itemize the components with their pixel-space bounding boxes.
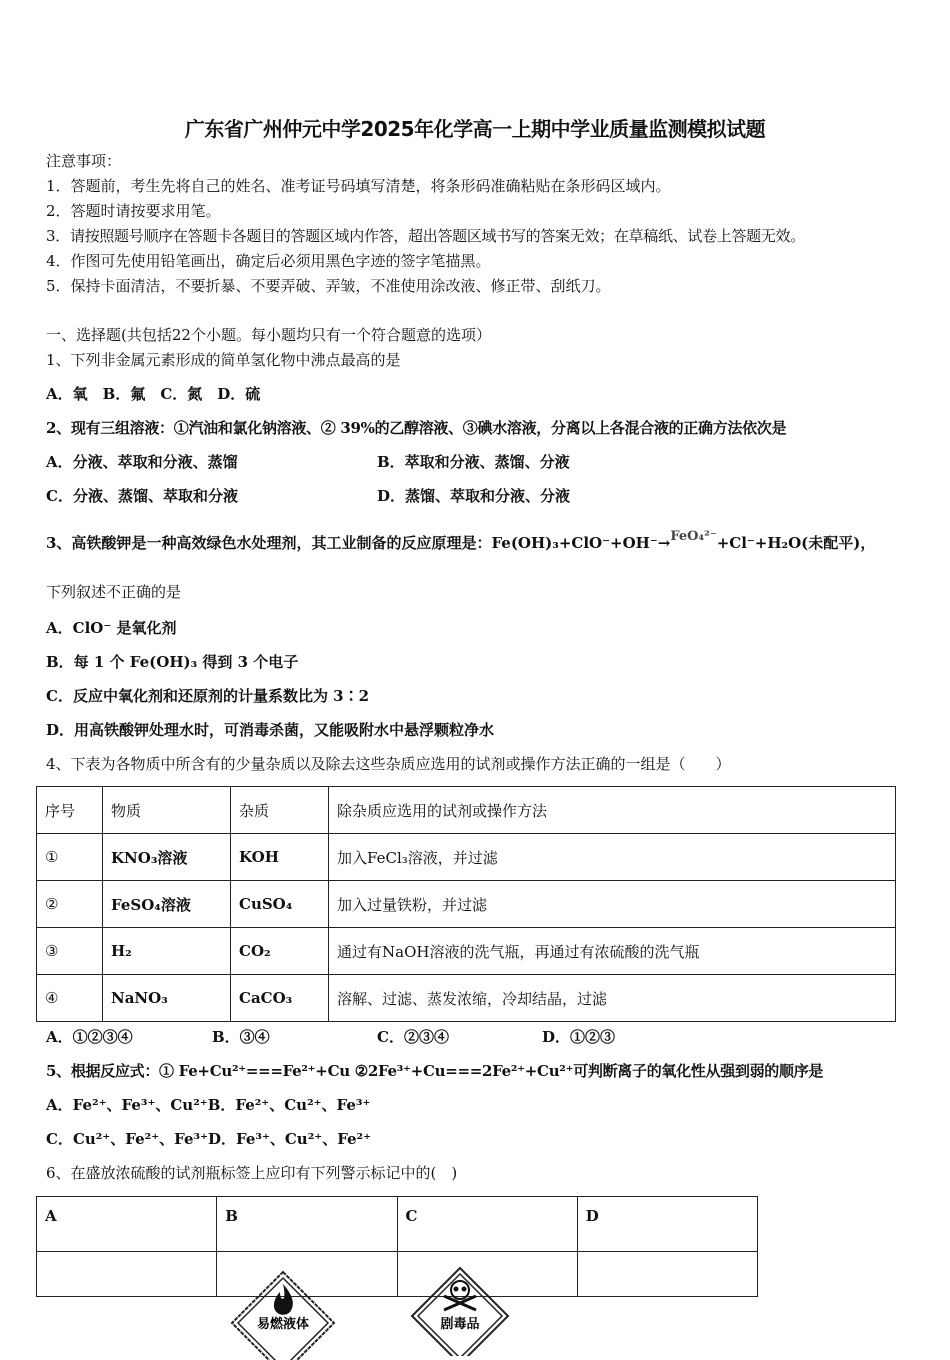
table-cell: 溶解、过滤、蒸发浓缩，冷却结晶，过滤	[329, 975, 896, 1022]
table-header: B	[217, 1197, 397, 1252]
q2-stem: 2、现有三组溶液：①汽油和氯化钠溶液、② 39%的乙醇溶液、③碘水溶液，分离以上各混合液的正确方法依次是	[46, 419, 787, 437]
table-cell: ③	[37, 928, 103, 975]
q3-stem-end: +Cl⁻+H₂O(未配平)，	[716, 534, 876, 552]
table-header-row	[37, 1197, 758, 1252]
q6-table	[36, 1196, 758, 1297]
table-cell: H₂	[103, 928, 231, 975]
table-cell: CO₂	[231, 928, 329, 975]
q2-option-b: B．萃取和分液、蒸馏、分液	[377, 453, 570, 471]
q3-option-b: B．每 1 个 Fe(OH)₃ 得到 3 个电子	[46, 653, 299, 671]
flame-icon	[274, 1284, 293, 1315]
notice-item: 4．作图可先使用铅笔画出，确定后必须用黑色字迹的签字笔描黑。	[46, 252, 491, 270]
q2-option-d: D．蒸馏、萃取和分液、分液	[377, 487, 571, 505]
q4-table	[36, 786, 896, 1022]
q5-options-cd: C．Cu²⁺、Fe²⁺、Fe³⁺D．Fe³⁺、Cu²⁺、Fe²⁺	[46, 1130, 372, 1148]
notice-item: 3．请按照题号顺序在答题卡各题目的答题区域内作答，超出答题区域书写的答案无效；在草稿纸、试卷上答题无效。	[46, 227, 805, 245]
notice-item: 2．答题时请按要求用笔。	[46, 202, 221, 220]
q4-option-d: D．①②③	[542, 1028, 616, 1046]
table-header: 杂质	[231, 787, 329, 834]
q4-option-a: A．①②③④	[46, 1028, 133, 1046]
q3-option-a: A．ClO⁻ 是氧化剂	[46, 619, 177, 637]
table-row	[37, 834, 896, 881]
q6-stem: 6、在盛放浓硫酸的试剂瓶标签上应印有下列警示标记中的( )	[46, 1164, 458, 1182]
notice-item: 5．保持卡面清洁，不要折暴、不要弄破、弄皱，不准使用涂改液、修正带、刮纸刀。	[46, 277, 611, 295]
q4-option-c: C．②③④	[377, 1028, 449, 1046]
q4-option-b: B．③④	[212, 1028, 270, 1046]
table-header: A	[37, 1197, 217, 1252]
q2-option-c: C．分液、蒸馏、萃取和分液	[46, 487, 238, 505]
notice-item: 1．答题前，考生先将自己的姓名、准考证号码填写清楚，将条形码准确粘贴在条形码区域内。	[46, 177, 671, 195]
table-header-row	[37, 787, 896, 834]
table-cell: KOH	[231, 834, 329, 881]
q3-stem-text: 3、高铁酸钾是一种高效绿色水处理剂，其工业制备的反应原理是：Fe(OH)₃+ClO⁻+OH⁻→	[46, 534, 671, 552]
toxic-sign	[410, 1266, 510, 1356]
table-header: D	[577, 1197, 757, 1252]
q3-stem	[46, 529, 876, 555]
q2-option-a: A．分液、萃取和分液、蒸馏	[46, 453, 238, 471]
table-header: C	[397, 1197, 577, 1252]
q5-options-ab: A．Fe²⁺、Fe³⁺、Cu²⁺B．Fe²⁺、Cu²⁺、Fe³⁺	[46, 1096, 371, 1114]
q3-option-d: D．用高铁酸钾处理水时，可消毒杀菌，又能吸附水中悬浮颗粒净水	[46, 721, 495, 739]
table-header: 除杂质应选用的试剂或操作方法	[329, 787, 896, 834]
notice-heading: 注意事项：	[46, 152, 122, 170]
table-cell: ④	[37, 975, 103, 1022]
q5-stem: 5、根据反应式：① Fe+Cu²⁺===Fe²⁺+Cu ②2Fe³⁺+Cu===2Fe²⁺+Cu²⁺可判断离子的氧化性从强到弱的顺序是	[46, 1062, 824, 1080]
table-cell: FeSO₄溶液	[103, 881, 231, 928]
q3-sub: 下列叙述不正确的是	[46, 583, 182, 601]
table-cell: CaCO₃	[231, 975, 329, 1022]
table-cell: ①	[37, 834, 103, 881]
q3-ion: FeO₄²⁻	[670, 529, 717, 544]
table-header: 序号	[37, 787, 103, 834]
table-row	[37, 881, 896, 928]
table-cell: ②	[37, 881, 103, 928]
section-heading: 一、选择题(共包括22个小题。每小题均只有一个符合题意的选项）	[46, 326, 491, 344]
table-cell: 加入过量铁粉，并过滤	[329, 881, 896, 928]
q1-stem: 1、下列非金属元素形成的简单氢化物中沸点最高的是	[46, 351, 401, 369]
table-cell: KNO₃溶液	[103, 834, 231, 881]
q3-option-c: C．反应中氧化剂和还原剂的计量系数比为 3∶2	[46, 687, 370, 705]
q1-options: A．氧 B．氟 C．氮 D．硫	[46, 385, 261, 403]
table-row	[37, 975, 896, 1022]
table-row	[37, 928, 896, 975]
table-cell: NaNO₃	[103, 975, 231, 1022]
table-header: 物质	[103, 787, 231, 834]
flammable-liquid-sign	[230, 1270, 336, 1360]
table-cell: CuSO₄	[231, 881, 329, 928]
table-cell: 通过有NaOH溶液的洗气瓶，再通过有浓硫酸的洗气瓶	[329, 928, 896, 975]
q4-stem: 4、下表为各物质中所含有的少量杂质以及除去这些杂质应选用的试剂或操作方法正确的一组是（ ）	[46, 755, 731, 773]
sign-label: 剧毒品	[440, 1317, 480, 1332]
page-title: 广东省广州仲元中学2025年化学高一上期中学业质量监测模拟试题	[184, 117, 766, 141]
table-cell: 加入FeCl₃溶液，并过滤	[329, 834, 896, 881]
sign-label: 易燃液体	[256, 1317, 310, 1332]
table-row	[37, 1252, 758, 1297]
